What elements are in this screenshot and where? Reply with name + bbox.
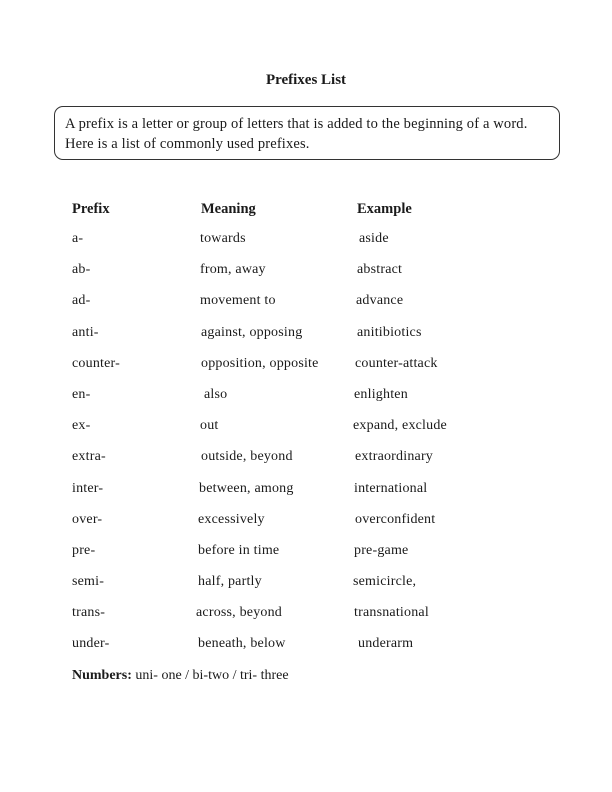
row-prefix: anti- xyxy=(72,324,99,340)
row-meaning: outside, beyond xyxy=(201,449,293,465)
row-meaning: from, away xyxy=(200,262,266,278)
table-row xyxy=(0,325,612,356)
row-prefix: ab- xyxy=(72,262,91,278)
row-example: counter-attack xyxy=(355,355,438,371)
numbers-text: uni- one / bi-two / tri- three xyxy=(131,668,289,683)
header-prefix: Prefix xyxy=(72,201,110,217)
row-example: overconfident xyxy=(355,511,436,527)
table-row xyxy=(0,605,612,636)
row-meaning: also xyxy=(204,386,228,402)
row-example: expand, exclude xyxy=(353,418,447,434)
table-row xyxy=(0,449,612,480)
row-prefix: trans- xyxy=(72,605,106,621)
row-example: international xyxy=(354,480,428,496)
row-meaning: half, partly xyxy=(198,574,262,590)
row-meaning: across, beyond xyxy=(196,605,283,621)
row-meaning: before in time xyxy=(198,542,280,558)
numbers-label: Numbers: xyxy=(72,668,132,683)
row-prefix: ex- xyxy=(72,418,91,434)
row-prefix: counter- xyxy=(72,355,120,371)
row-example: transnational xyxy=(354,605,429,621)
row-example: advance xyxy=(356,293,404,309)
table-row xyxy=(0,543,612,574)
row-prefix: inter- xyxy=(72,480,104,496)
table-row xyxy=(0,387,612,418)
table-row xyxy=(0,636,612,667)
intro-box: A prefix is a letter or group of letters that is added to the beginning of a word. Here is a list of commonly used prefixes. xyxy=(54,106,560,160)
row-meaning: opposition, opposite xyxy=(201,355,319,371)
row-example: underarm xyxy=(358,636,414,652)
row-prefix: semi- xyxy=(72,574,105,590)
row-meaning: movement to xyxy=(200,293,276,309)
row-prefix: en- xyxy=(72,386,91,402)
table-row xyxy=(0,293,612,324)
row-example: pre-game xyxy=(354,542,409,558)
row-prefix: ad- xyxy=(72,293,91,309)
table-row xyxy=(0,481,612,512)
table-row xyxy=(0,418,612,449)
row-meaning: between, among xyxy=(199,480,294,496)
row-meaning: excessively xyxy=(198,511,265,527)
table-row xyxy=(0,512,612,543)
row-prefix: extra- xyxy=(72,449,106,465)
header-meaning: Meaning xyxy=(201,201,256,217)
row-meaning: against, opposing xyxy=(201,324,303,340)
row-example: semicircle, xyxy=(353,574,417,590)
table-header xyxy=(0,201,612,221)
row-prefix: a- xyxy=(72,231,84,246)
row-example: anitibiotics xyxy=(357,324,422,340)
row-meaning: beneath, below xyxy=(198,636,286,652)
row-prefix: over- xyxy=(72,511,103,527)
row-prefix: pre- xyxy=(72,542,96,558)
header-example: Example xyxy=(357,201,412,217)
table-row xyxy=(0,262,612,293)
prefix-table xyxy=(0,231,612,668)
table-row xyxy=(0,356,612,387)
row-prefix: under- xyxy=(72,636,110,652)
row-example: extraordinary xyxy=(355,449,434,465)
page-title: Prefixes List xyxy=(265,72,347,88)
row-meaning: towards xyxy=(200,231,246,246)
row-example: abstract xyxy=(357,262,403,278)
row-meaning: out xyxy=(200,418,219,434)
numbers-note xyxy=(72,668,289,684)
table-row xyxy=(0,574,612,605)
row-example: aside xyxy=(359,231,389,246)
row-example: enlighten xyxy=(354,386,408,402)
table-row xyxy=(0,231,612,262)
